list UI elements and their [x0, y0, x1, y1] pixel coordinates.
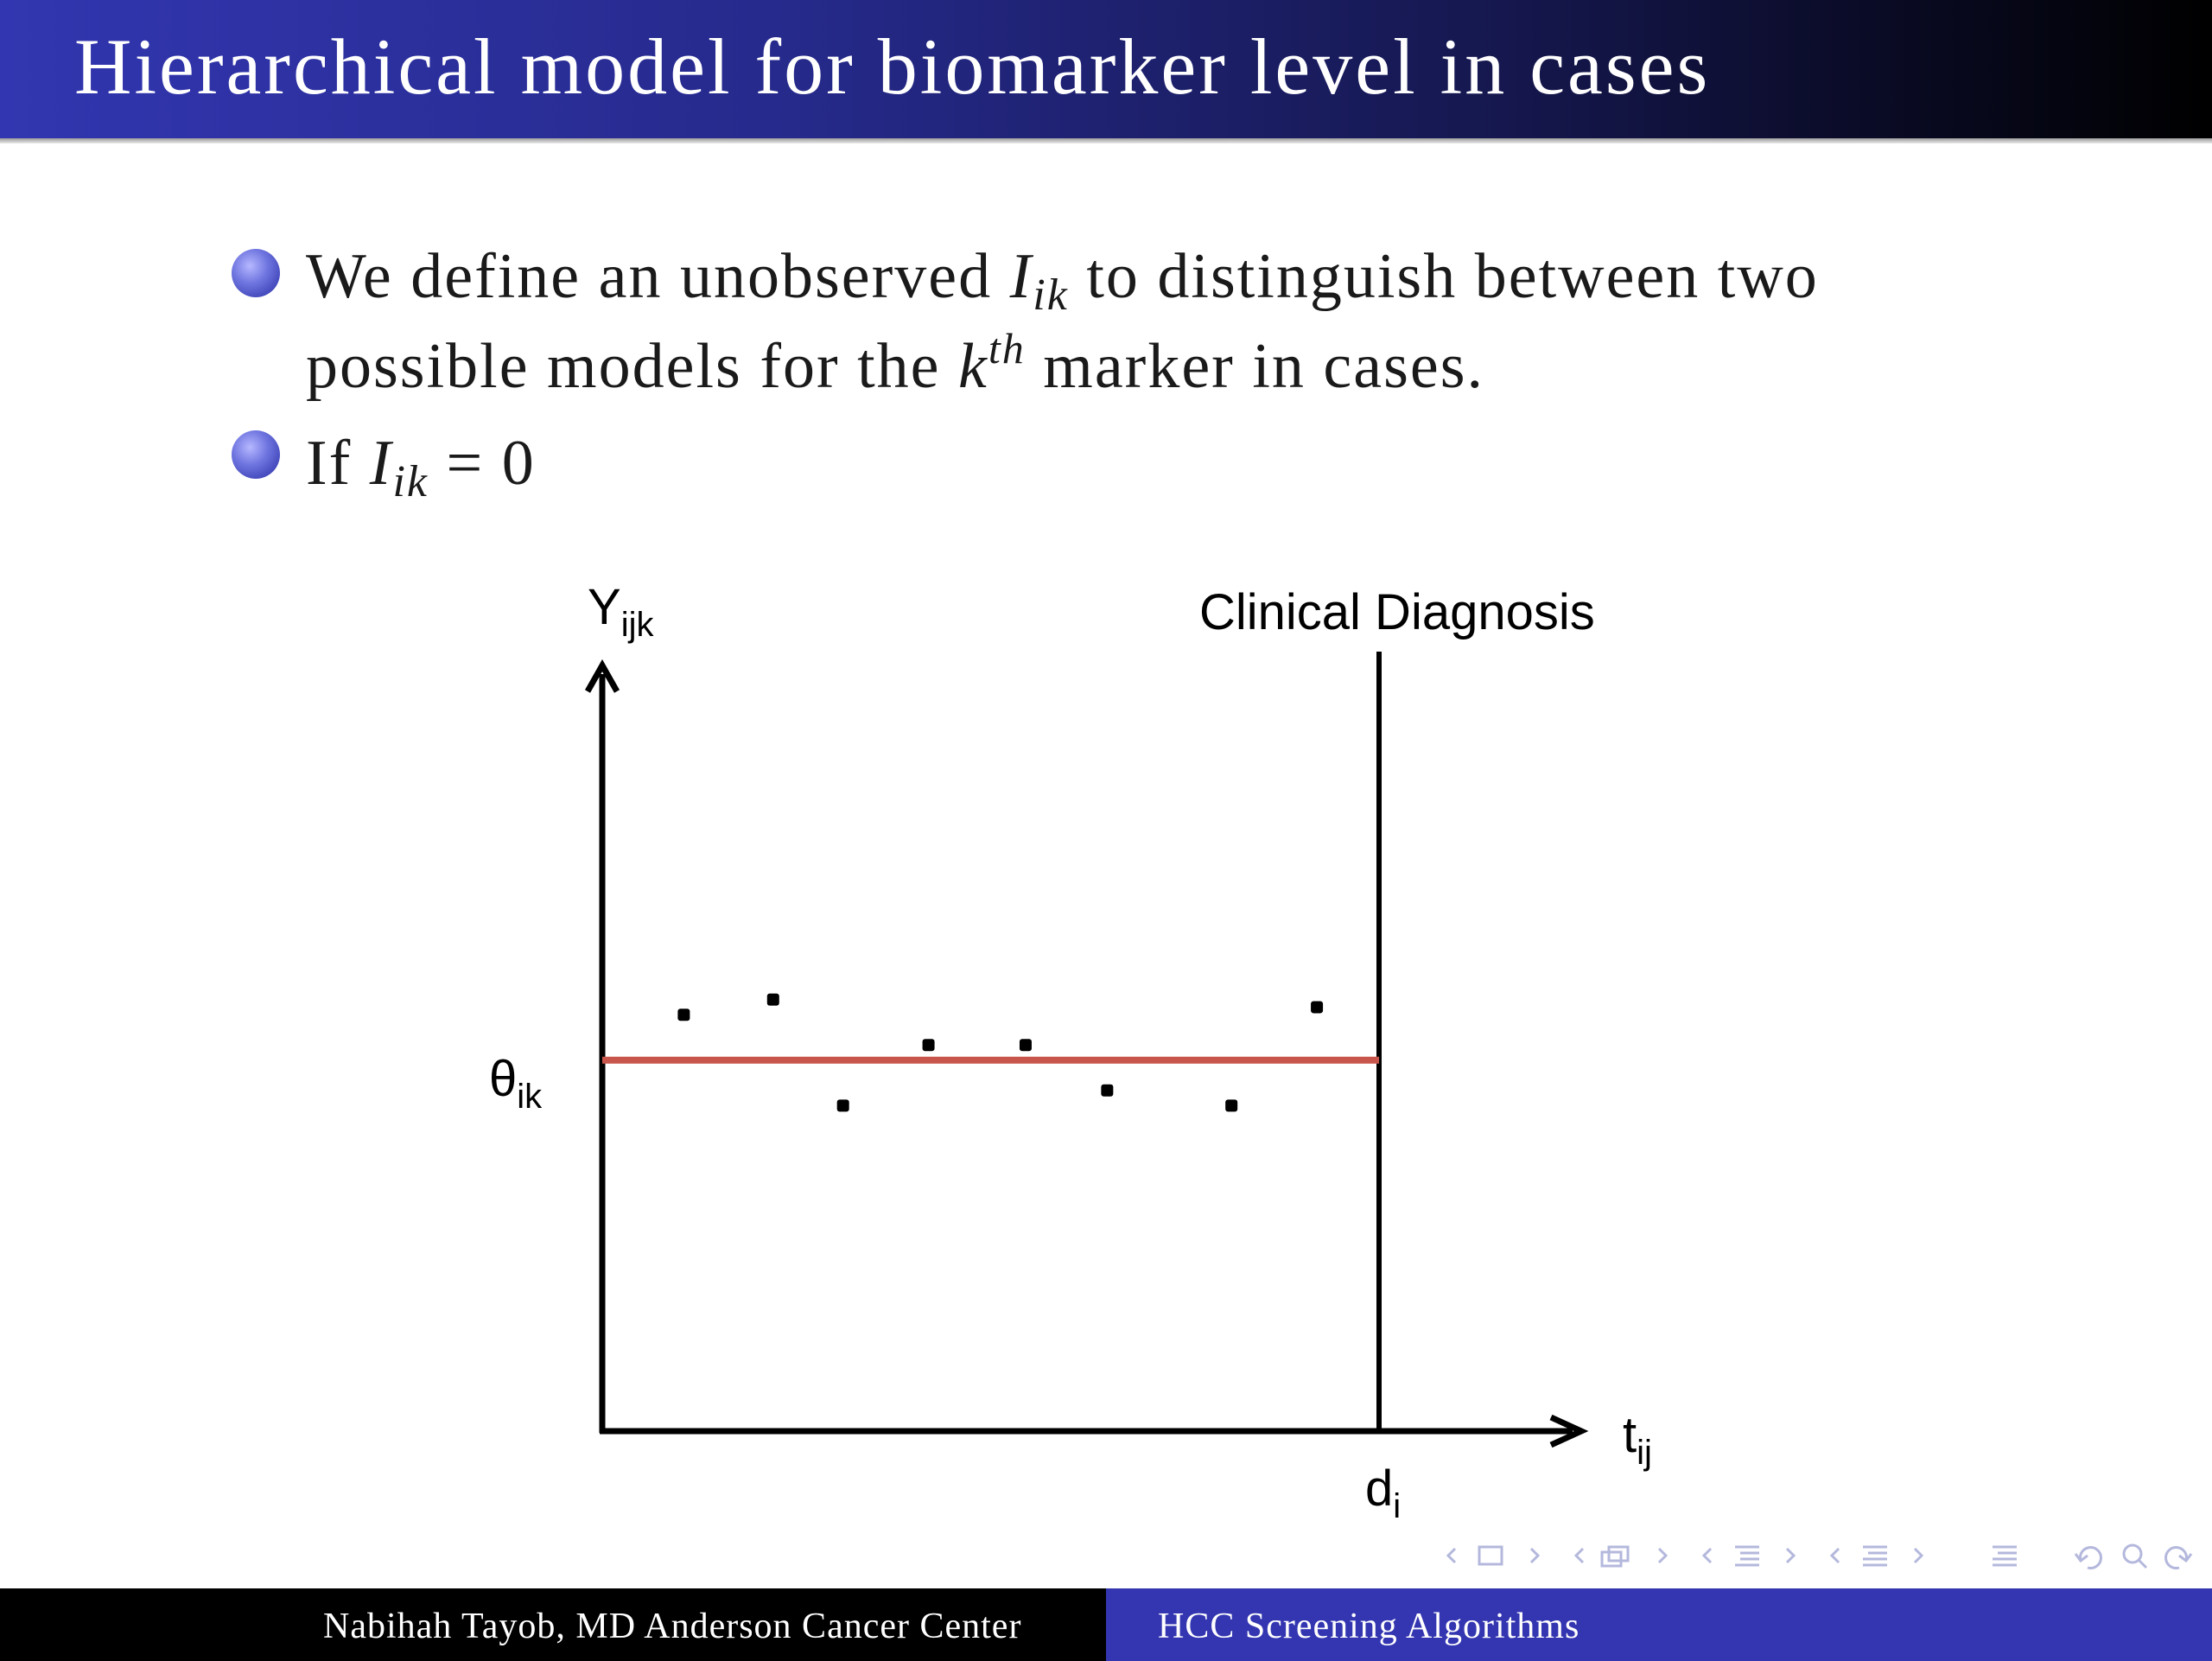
clinical-diagnosis-label: Clinical Diagnosis — [1199, 584, 1595, 640]
nav-presentation-icon[interactable] — [1832, 1547, 1922, 1565]
nav-subsection-icon[interactable] — [1576, 1547, 1666, 1566]
bullet-1-line-1: We define an unobserved $I_{ik}$ to distinguish between two — [306, 241, 1819, 320]
bullet-1-line-2: possible models for the $k^{th}$ marker in cases. — [306, 324, 1485, 402]
nav-toc-icon[interactable] — [1993, 1547, 2017, 1565]
diagnosis-time-label: $d_i$ — [1365, 1461, 1402, 1525]
y-axis-label: $Y_{ijk}$ — [588, 579, 654, 644]
bullet-2: If $I_{ik} = 0$ — [306, 428, 536, 506]
nav-undo-search-redo-icon[interactable] — [2075, 1545, 2191, 1569]
slide-title: Hierarchical model for biomarker level in cases — [74, 22, 1711, 111]
footer-author: Nabihah Tayob, MD Anderson Cancer Center — [323, 1607, 1022, 1646]
footer-author-panel — [0, 1588, 1106, 1661]
footer-short-title: HCC Screening Algorithms — [1158, 1607, 1580, 1646]
nav-section-icon[interactable] — [1704, 1547, 1794, 1565]
theta-level-label: $\theta_{ik}$ — [489, 1051, 543, 1116]
footer-title-panel — [1106, 1588, 2212, 1661]
x-axis-label: $t_{ij}$ — [1623, 1407, 1652, 1472]
nav-frame-icon[interactable] — [1448, 1547, 1538, 1564]
